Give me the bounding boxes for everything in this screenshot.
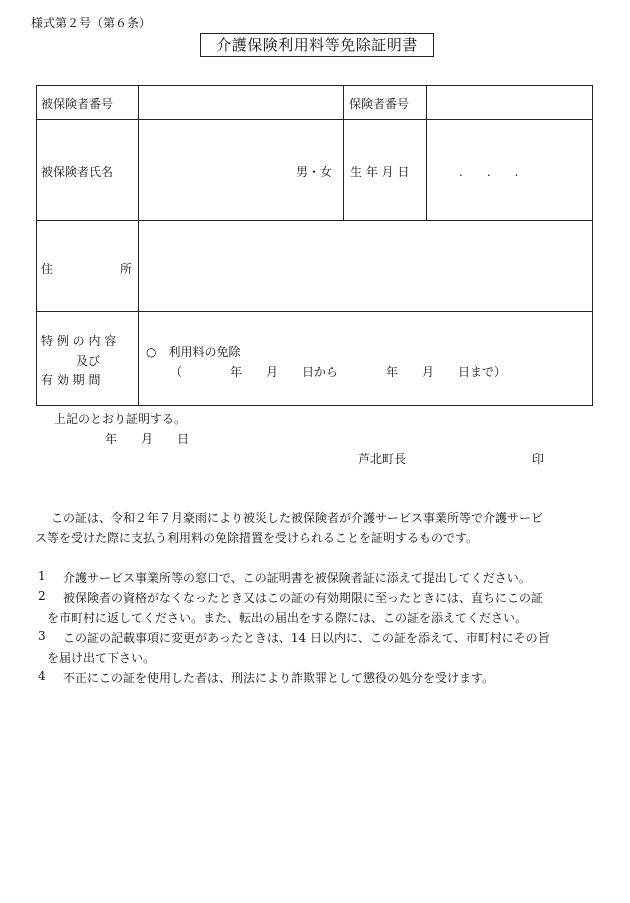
note-text-continued: を市町村に返してください。また、転出の届出をする際には、この証を添えてください。 <box>47 611 528 625</box>
form-number: 様式第２号（第６条） <box>31 16 152 30</box>
table-row-divider <box>36 311 593 312</box>
certificate-table <box>36 85 593 406</box>
mayor-title: 芦北町長 <box>358 452 407 466</box>
note-text: 介護サービス事業所等の窓口で、この証明書を被保険者証に添えて提出してください。 <box>63 571 531 585</box>
note-number: 4 <box>38 669 46 683</box>
certification-statement: 上記のとおり証明する。 <box>54 412 187 426</box>
special-period: （ 年 月 日から 年 月 日まで） <box>170 365 507 379</box>
document-title: 介護保険利用料等免除証明書 <box>200 33 434 57</box>
table-column-divider <box>343 85 344 220</box>
insured-number-label: 被保険者番号 <box>41 97 114 111</box>
special-item: ○ 利用料の免除 <box>146 345 241 359</box>
sex-choice: 男・女 <box>296 165 333 179</box>
insured-name-label: 被保険者氏名 <box>41 165 114 179</box>
address-label-start: 住 <box>41 262 54 276</box>
table-column-divider <box>426 85 427 220</box>
note-number: 2 <box>38 589 46 603</box>
table-row-divider <box>36 119 593 120</box>
insurer-number-label: 保険者番号 <box>349 97 410 111</box>
note-number: 3 <box>38 629 46 643</box>
certification-date: 年 月 日 <box>105 432 190 446</box>
seal-mark: 印 <box>532 452 545 466</box>
birthdate-label: 生 年 月 日 <box>350 165 410 179</box>
address-label-end: 所 <box>120 262 133 276</box>
note-text: 被保険者の資格がなくなったとき又はこの証の有効期限に至ったときには、直ちにこの証 <box>63 591 544 605</box>
explanation-line2: ス等を受けた際に支払う利用料の免除措置を受けられることを証明するものです。 <box>35 531 479 545</box>
note-text-continued: を届け出て下さい。 <box>47 651 156 665</box>
table-column-divider <box>138 85 139 406</box>
special-label-line2: 及び <box>76 354 101 368</box>
explanation-line1: この証は、令和２年７月豪雨により被災した被保険者が介護サービス事業所等で介護サービ <box>51 511 544 525</box>
special-label-line1: 特 例 の 内 容 <box>41 334 117 348</box>
special-label-line3: 有 効 期 間 <box>41 373 101 387</box>
note-text: この証の記載事項に変更があったときは、14 日以内に、この証を添えて、市町村にその旨 <box>63 631 550 645</box>
table-row-divider <box>36 220 593 221</box>
birthdate-placeholder: . . . <box>459 165 519 179</box>
note-text: 不正にこの証を使用した者は、刑法により詐欺罪として懲役の処分を受けます。 <box>63 671 495 685</box>
note-number: 1 <box>38 569 46 583</box>
